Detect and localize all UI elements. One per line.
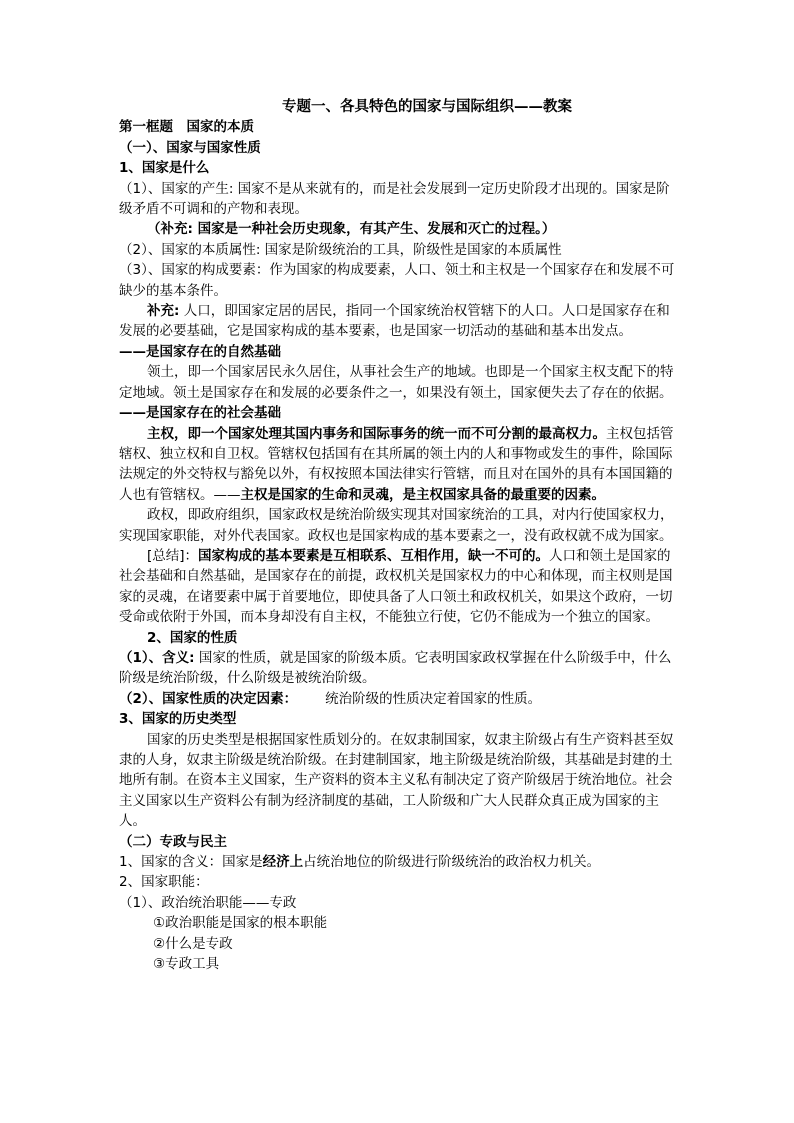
paragraph-state-meaning <box>119 852 675 872</box>
paragraph-elements: （3）、国家的构成要素：作为国家的构成要素，人口、领土和主权是一个国家存在和发展不可缺少的基本条件。 <box>119 262 675 299</box>
document-body <box>119 97 675 974</box>
supplement-label: 补充: <box>147 303 180 320</box>
natural-basis-note: ——是国家存在的自然基础 <box>119 343 281 360</box>
document-title: 专题一、各具特色的国家与国际组织——教案 <box>282 99 572 115</box>
sovereignty-emphasis: 主权是国家的生命和灵魂，是主权国家具备的最重要的因素。 <box>240 486 605 503</box>
paragraph-summary <box>119 546 675 628</box>
paragraph-origin: （1）、国家的产生: 国家不是从来就有的，而是社会发展到一定历史阶段才出现的。国家是阶级矛盾不可调和的产物和表现。 <box>119 180 670 218</box>
summary-emphasis: 国家构成的基本要素是互相联系、互相作用，缺一不可的。 <box>198 547 550 564</box>
paragraph-population <box>119 301 675 342</box>
subsection-heading-2: 2、国家的性质 <box>147 629 238 646</box>
lesson-heading: 第一框题 国家的本质 <box>119 119 254 136</box>
determinant-text: 统治阶级的性质决定着国家的性质。 <box>325 690 542 707</box>
territory-text: 领土，即一个国家居民永久居住，从事社会生产的地域。也即是一个国家主权支配下的特定地域。领土是国家存在和发展的必要条件之一，如果没有领土，国家便失去了存在的依据。 <box>119 364 674 401</box>
subsection-heading-1: 1、国家是什么 <box>119 160 210 177</box>
paragraph-supplement: （补充: 国家是一种社会历史现象，有其产生、发展和灭亡的过程。） <box>147 221 556 238</box>
paragraph-historical-types: 国家的历史类型是根据国家性质划分的。在奴隶制国家，奴隶主阶级占有生产资料甚至奴隶的人身，奴隶主阶级是统治阶级。在封建制国家，地主阶级是统治阶级，其基础是封建的土地所有制。在资本主义国家，生产资料的资本主义私有制决定了资产阶级居于统治地位。社会主义国家以生产资料公有制为经济制度的基础，工人阶级和广大人民群众真正成为国家的主人。 <box>119 731 674 830</box>
meaning-label: （1）、含义: <box>119 649 195 666</box>
section-heading-1: （一）、国家与国家性质 <box>119 139 261 156</box>
paragraph-meaning <box>119 648 675 689</box>
paragraph-territory <box>119 362 675 423</box>
meaning-text: 国家的性质，就是国家的阶级本质。它表明国家政权掌握在什么阶级手中，什么阶级是统治阶级，什么阶级是被统治阶级。 <box>119 649 672 687</box>
paragraph-determinant <box>119 689 675 709</box>
summary-text: 人口和领土是国家的社会基础和自然基础，是国家存在的前提，政权机关是国家权力的中心和体现，而主权则是国家的灵魂，在诸要素中属于首要地位，即使具备了人口领土和政权机关，如果这个政府，一切受命或依附于外国，而本身却没有自主权，不能独立行使，它仍不能成为一个独立的国家。 <box>119 547 673 626</box>
section-heading-2: （二）专政与民主 <box>119 833 227 850</box>
paragraph-regime: 政权，即政府组织，国家政权是统治阶级实现其对国家统治的工具，对内行使国家权力，实现国家职能，对外代表国家。政权也是国家构成的基本要素之一，没有政权就不成为国家。 <box>119 507 674 544</box>
determinant-label: （2）、国家性质的决定因素： <box>119 690 298 707</box>
state-meaning-a: 1、国家的含义：国家是 <box>119 854 263 871</box>
paragraph-political-function: （1）、政治统治职能——专政 <box>119 894 297 911</box>
summary-label: [总结]： <box>147 547 199 564</box>
paragraph-essence: （2）、国家的本质属性: 国家是阶级统治的工具，阶级性是国家的本质属性 <box>119 241 562 258</box>
state-meaning-emphasis: 经济上 <box>262 854 304 871</box>
paragraph-sovereignty <box>119 424 675 506</box>
population-text: 人口，即国家定居的居民，指同一个国家统治权管辖下的人口。人口是国家存在和发展的必要基础，它是国家构成的基本要素，也是国家一切活动的基础和基本出发点。 <box>119 303 670 340</box>
sovereignty-text: 主权包括管辖权、独立权和自卫权。管辖权包括国有在其所属的领土内的人和事物或发生的事件，除国际法规定的外交特权与豁免以外，有权按照本国法律实行管辖，而且对在国外的具有本国国籍的人也有管辖权。—— <box>119 425 674 503</box>
list-item-3: ③专政工具 <box>153 956 220 973</box>
paragraph-functions: 2、国家职能： <box>119 874 209 891</box>
sovereignty-definition: 主权，即一个国家处理其国内事务和国际事务的统一而不可分割的最高权力。 <box>147 425 606 442</box>
subsection-heading-3: 3、国家的历史类型 <box>119 711 237 728</box>
social-basis-note: ——是国家存在的社会基础 <box>119 405 281 422</box>
list-item-2: ②什么是专政 <box>153 935 233 952</box>
list-item-1: ①政治职能是国家的根本职能 <box>153 915 328 932</box>
state-meaning-b: 占统治地位的阶级进行阶级统治的政治权力机关。 <box>303 854 601 871</box>
